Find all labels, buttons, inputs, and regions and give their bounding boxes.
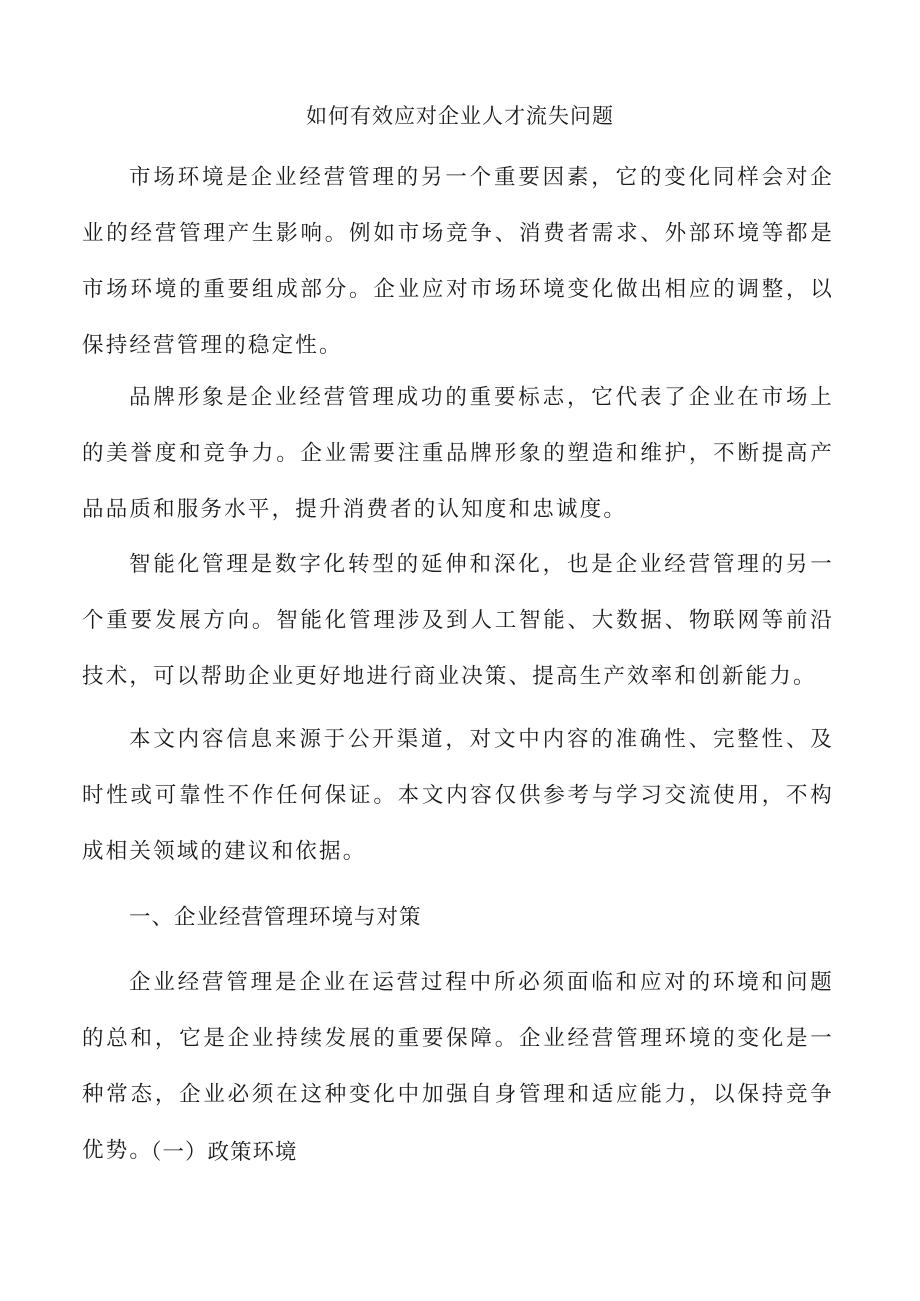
- section-heading: 一、企业经营管理环境与对策: [129, 905, 422, 930]
- paragraph-disclaimer: 本文内容信息来源于公开渠道，对文中内容的准确性、完整性、及时性或可靠性不作任何保证。本文内容仅供参考与学习交流使用，不构成相关领域的建议和依据。: [82, 727, 834, 864]
- paragraph-intelligent-management: 智能化管理是数字化转型的延伸和深化，也是企业经营管理的另一个重要发展方向。智能化管理涉及到人工智能、大数据、物联网等前沿技术，可以帮助企业更好地进行商业决策、提高生产效率和创新能力。: [82, 552, 834, 689]
- section-paragraph: 企业经营管理是企业在运营过程中所必须面临和应对的环境和问题的总和，它是企业持续发展的重要保障。企业经营管理环境的变化是一种常态，企业必须在这种变化中加强自身管理和适应能力，以保持竞争优势。: [82, 970, 834, 1163]
- paragraph-market-environment: 市场环境是企业经营管理的另一个重要因素，它的变化同样会对企业的经营管理产生影响。例如市场竞争、消费者需求、外部环境等都是市场环境的重要组成部分。企业应对市场环境变化做出相应的调整，以保持经营管理的稳定性。: [82, 165, 834, 358]
- document-title: 如何有效应对企业人才流失问题: [306, 104, 614, 128]
- subsection-heading: （一）政策环境: [140, 1140, 298, 1165]
- paragraph-brand-image: 品牌形象是企业经营管理成功的重要标志，它代表了企业在市场上的美誉度和竞争力。企业需要注重品牌形象的塑造和维护，不断提高产品品质和服务水平，提升消费者的认知度和忠诚度。: [82, 385, 834, 522]
